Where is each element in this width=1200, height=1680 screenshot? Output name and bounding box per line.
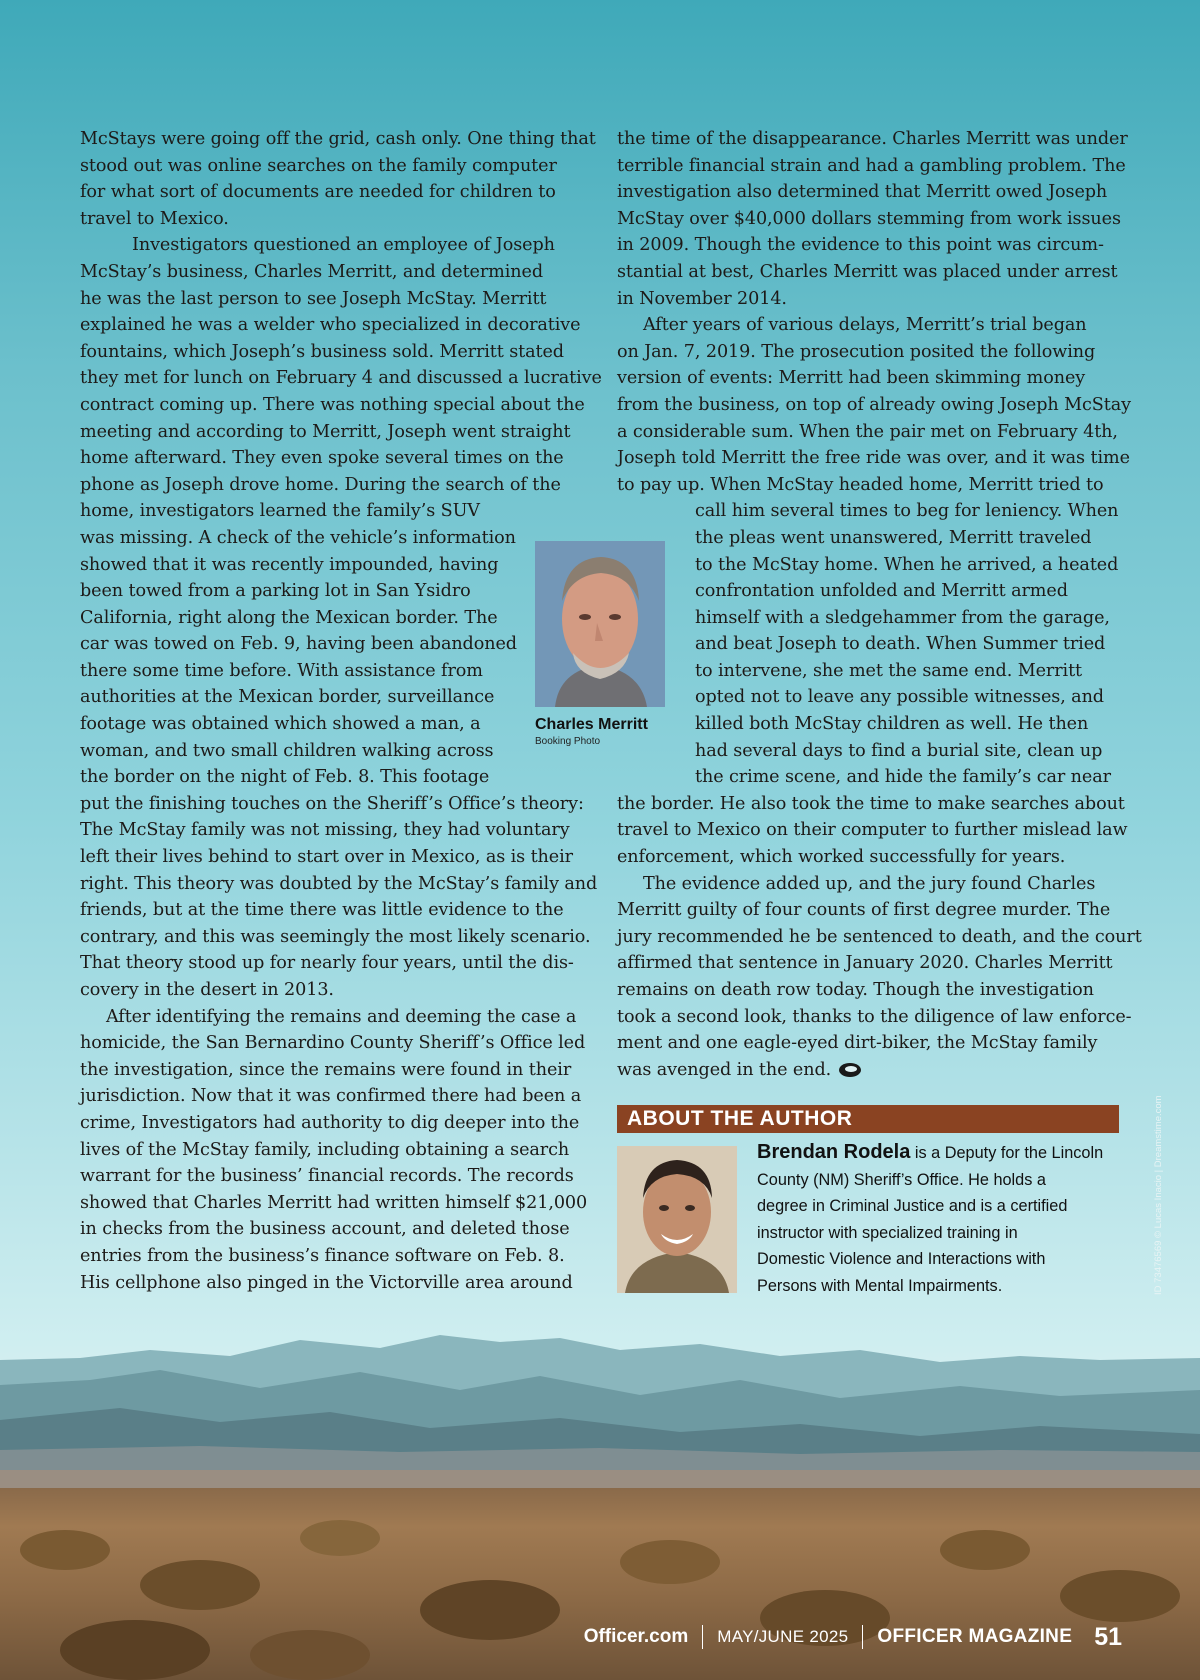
text-line: there some time before. With assistance from <box>80 660 483 681</box>
text-line: contrary, and this was seemingly the most likely scenario. <box>80 926 591 947</box>
text-line: meeting and according to Merritt, Joseph went straight <box>80 421 571 442</box>
author-portrait-image <box>617 1146 737 1293</box>
text-line: jurisdiction. Now that it was confirmed there had been a <box>80 1086 582 1107</box>
author-photo <box>617 1146 737 1293</box>
text-line: the crime scene, and hide the family’s car near <box>695 767 1111 788</box>
text-line: remains on death row today. Though the investigation <box>617 980 1094 1000</box>
text-line-last <box>617 1057 1122 1084</box>
author-bio-line: Domestic Violence and Interactions with <box>757 1250 1046 1269</box>
text-line: warrant for the business’ financial records. The records <box>80 1166 574 1187</box>
page-number: 51 <box>1094 1622 1122 1651</box>
author-bio-text: is a Deputy for the Lincoln <box>910 1144 1104 1162</box>
author-bio-line <box>757 1139 1127 1167</box>
text-line: opted not to leave any possible witnesses, and <box>695 687 1104 708</box>
text-line: travel to Mexico. <box>80 208 229 229</box>
text-line: stantial at best, Charles Merritt was placed under arrest <box>617 261 1118 282</box>
text-line: the pleas went unanswered, Merritt traveled <box>695 527 1092 548</box>
text-line: California, right along the Mexican border. The <box>80 607 498 628</box>
footer-issue: MAY/JUNE 2025 <box>717 1627 849 1646</box>
text-line: for what sort of documents are needed for children to <box>80 182 556 203</box>
text-line: terrible financial strain and had a gambling problem. The <box>617 155 1126 176</box>
text-line: had several days to find a burial site, clean up <box>695 740 1103 761</box>
text-line: they met for lunch on February 4 and discussed a lucrative <box>80 368 602 389</box>
text-line: affirmed that sentence in January 2020. Charles Merritt <box>617 953 1113 974</box>
text-line: home, investigators learned the family’s SUV <box>80 501 480 522</box>
text-line: McStay over $40,000 dollars stemming from work issues <box>617 208 1121 229</box>
text-line: himself with a sledgehammer from the garage, <box>695 607 1110 628</box>
text-line: the investigation, since the remains were found in their <box>80 1059 572 1080</box>
suspect-photo <box>535 541 665 707</box>
text-line: on Jan. 7, 2019. The prosecution posited the following <box>617 341 1096 362</box>
footer-divider <box>862 1625 863 1649</box>
text-line: he was the last person to see Joseph McStay. Merritt <box>80 288 547 309</box>
text-line: authorities at the Mexican border, surveillance <box>80 687 495 708</box>
text-line: homicide, the San Bernardino County Sheriff’s Office led <box>80 1033 586 1054</box>
text-line: The McStay family was not missing, they had voluntary <box>80 820 570 841</box>
text-line: showed that Charles Merritt had written himself $21,000 <box>80 1192 588 1213</box>
paragraph-start: Investigators questioned an employee of Joseph <box>132 235 555 256</box>
text-line: left their lives behind to start over in Mexico, as is their <box>80 847 573 868</box>
text-line: covery in the desert in 2013. <box>80 980 334 1000</box>
article-column-right <box>617 126 1142 1083</box>
text-line: and beat Joseph to death. When Summer tried <box>695 634 1106 655</box>
text-line: car was towed on Feb. 9, having been abandoned <box>80 634 517 655</box>
text-line: been towed from a parking lot in San Ysidro <box>80 581 471 602</box>
text-line: McStays were going off the grid, cash only. One thing that <box>80 129 596 149</box>
text-line: travel to Mexico on their computer to further mislead law <box>617 820 1128 841</box>
footer-divider <box>702 1625 703 1649</box>
text-line: the border on the night of Feb. 8. This footage <box>80 767 490 788</box>
text-line: explained he was a welder who specialized in decorative <box>80 315 581 336</box>
paragraph-start: The evidence added up, and the jury found Charles <box>643 873 1096 894</box>
image-credit: ID 73476569 © Lucas Inacio | Dreamstime.com <box>1153 1095 1164 1295</box>
text-line: That theory stood up for nearly four years, until the dis- <box>80 953 574 974</box>
author-bio <box>757 1139 1127 1300</box>
suspect-portrait-image <box>535 541 665 707</box>
text-line: was missing. A check of the vehicle’s information <box>80 527 516 548</box>
text-line: in November 2014. <box>617 288 787 309</box>
text-line: to pay up. When McStay headed home, Merritt tried to <box>617 474 1104 495</box>
about-author-heading: ABOUT THE AUTHOR <box>617 1105 1119 1133</box>
text-line: showed that it was recently impounded, having <box>80 554 499 575</box>
text-line: ment and one eagle-eyed dirt-biker, the McStay family <box>617 1033 1098 1054</box>
text-line: footage was obtained which showed a man, a <box>80 714 481 735</box>
author-name: Brendan Rodela <box>757 1141 911 1163</box>
text-line: from the business, on top of already owing Joseph McStay <box>617 394 1131 415</box>
text-line-end: was avenged in the end. <box>617 1059 832 1080</box>
page-footer <box>584 1620 1122 1654</box>
text-line: in 2009. Though the evidence to this point was circum- <box>617 235 1104 256</box>
text-line: a considerable sum. When the pair met on February 4th, <box>617 421 1118 442</box>
text-line: the time of the disappearance. Charles Merritt was under <box>617 129 1128 149</box>
author-bio-line: instructor with specialized training in <box>757 1223 1018 1242</box>
text-line: enforcement, which worked successfully for years. <box>617 847 1066 868</box>
text-line: lives of the McStay family, including obtaining a search <box>80 1139 570 1160</box>
end-of-article-icon <box>837 1061 863 1079</box>
text-line: in checks from the business account, and deleted those <box>80 1219 570 1240</box>
text-line: fountains, which Joseph’s business sold. Merritt stated <box>80 341 564 362</box>
text-line: confrontation unfolded and Merritt armed <box>695 581 1068 602</box>
text-line: to intervene, she met the same end. Merritt <box>695 660 1083 681</box>
text-line: right. This theory was doubted by the McStay’s family and <box>80 873 598 894</box>
author-bio-line: County (NM) Sheriff’s Office. He holds a <box>757 1170 1046 1189</box>
text-line: entries from the business’s finance software on Feb. 8. <box>80 1245 565 1266</box>
article-column-left <box>80 126 602 1296</box>
text-line: investigation also determined that Merritt owed Joseph <box>617 182 1108 203</box>
text-line: killed both McStay children as well. He then <box>695 714 1089 735</box>
text-line: His cellphone also pinged in the Victorville area around <box>80 1272 573 1293</box>
text-line: friends, but at the time there was little evidence to the <box>80 900 564 921</box>
text-line: version of events: Merritt had been skimming money <box>617 368 1086 389</box>
text-line: phone as Joseph drove home. During the search of the <box>80 474 561 495</box>
text-line: call him several times to beg for leniency. When <box>695 501 1119 522</box>
text-line: McStay’s business, Charles Merritt, and determined <box>80 261 543 282</box>
text-line: the border. He also took the time to make searches about <box>617 793 1125 814</box>
photo-caption: Charles Merritt <box>535 716 648 733</box>
paragraph-start: After identifying the remains and deeming the case a <box>106 1006 577 1027</box>
text-line: woman, and two small children walking across <box>80 740 494 761</box>
footer-magazine-name: OFFICER MAGAZINE <box>877 1626 1073 1647</box>
paragraph-start: After years of various delays, Merritt’s trial began <box>643 315 1087 336</box>
text-line: Joseph told Merritt the free ride was over, and it was time <box>617 448 1130 469</box>
text-line: jury recommended he be sentenced to death, and the court <box>617 926 1142 947</box>
author-bio-line: Persons with Mental Impairments. <box>757 1276 1003 1295</box>
text-line: put the finishing touches on the Sheriff’s Office’s theory: <box>80 793 584 814</box>
text-line: crime, Investigators had authority to dig deeper into the <box>80 1112 580 1133</box>
text-line: to the McStay home. When he arrived, a heated <box>695 554 1119 575</box>
text-line: contract coming up. There was nothing special about the <box>80 394 585 415</box>
photo-subcaption: Booking Photo <box>535 736 601 747</box>
text-line: home afterward. They even spoke several times on the <box>80 448 564 469</box>
author-bio-line: degree in Criminal Justice and is a certified <box>757 1197 1068 1216</box>
suspect-photo-block <box>535 541 665 747</box>
text-line: stood out was online searches on the family computer <box>80 155 557 176</box>
text-line: Merritt guilty of four counts of first degree murder. The <box>617 900 1111 921</box>
text-line: took a second look, thanks to the diligence of law enforce- <box>617 1006 1132 1027</box>
footer-site-link[interactable]: Officer.com <box>583 1626 689 1647</box>
